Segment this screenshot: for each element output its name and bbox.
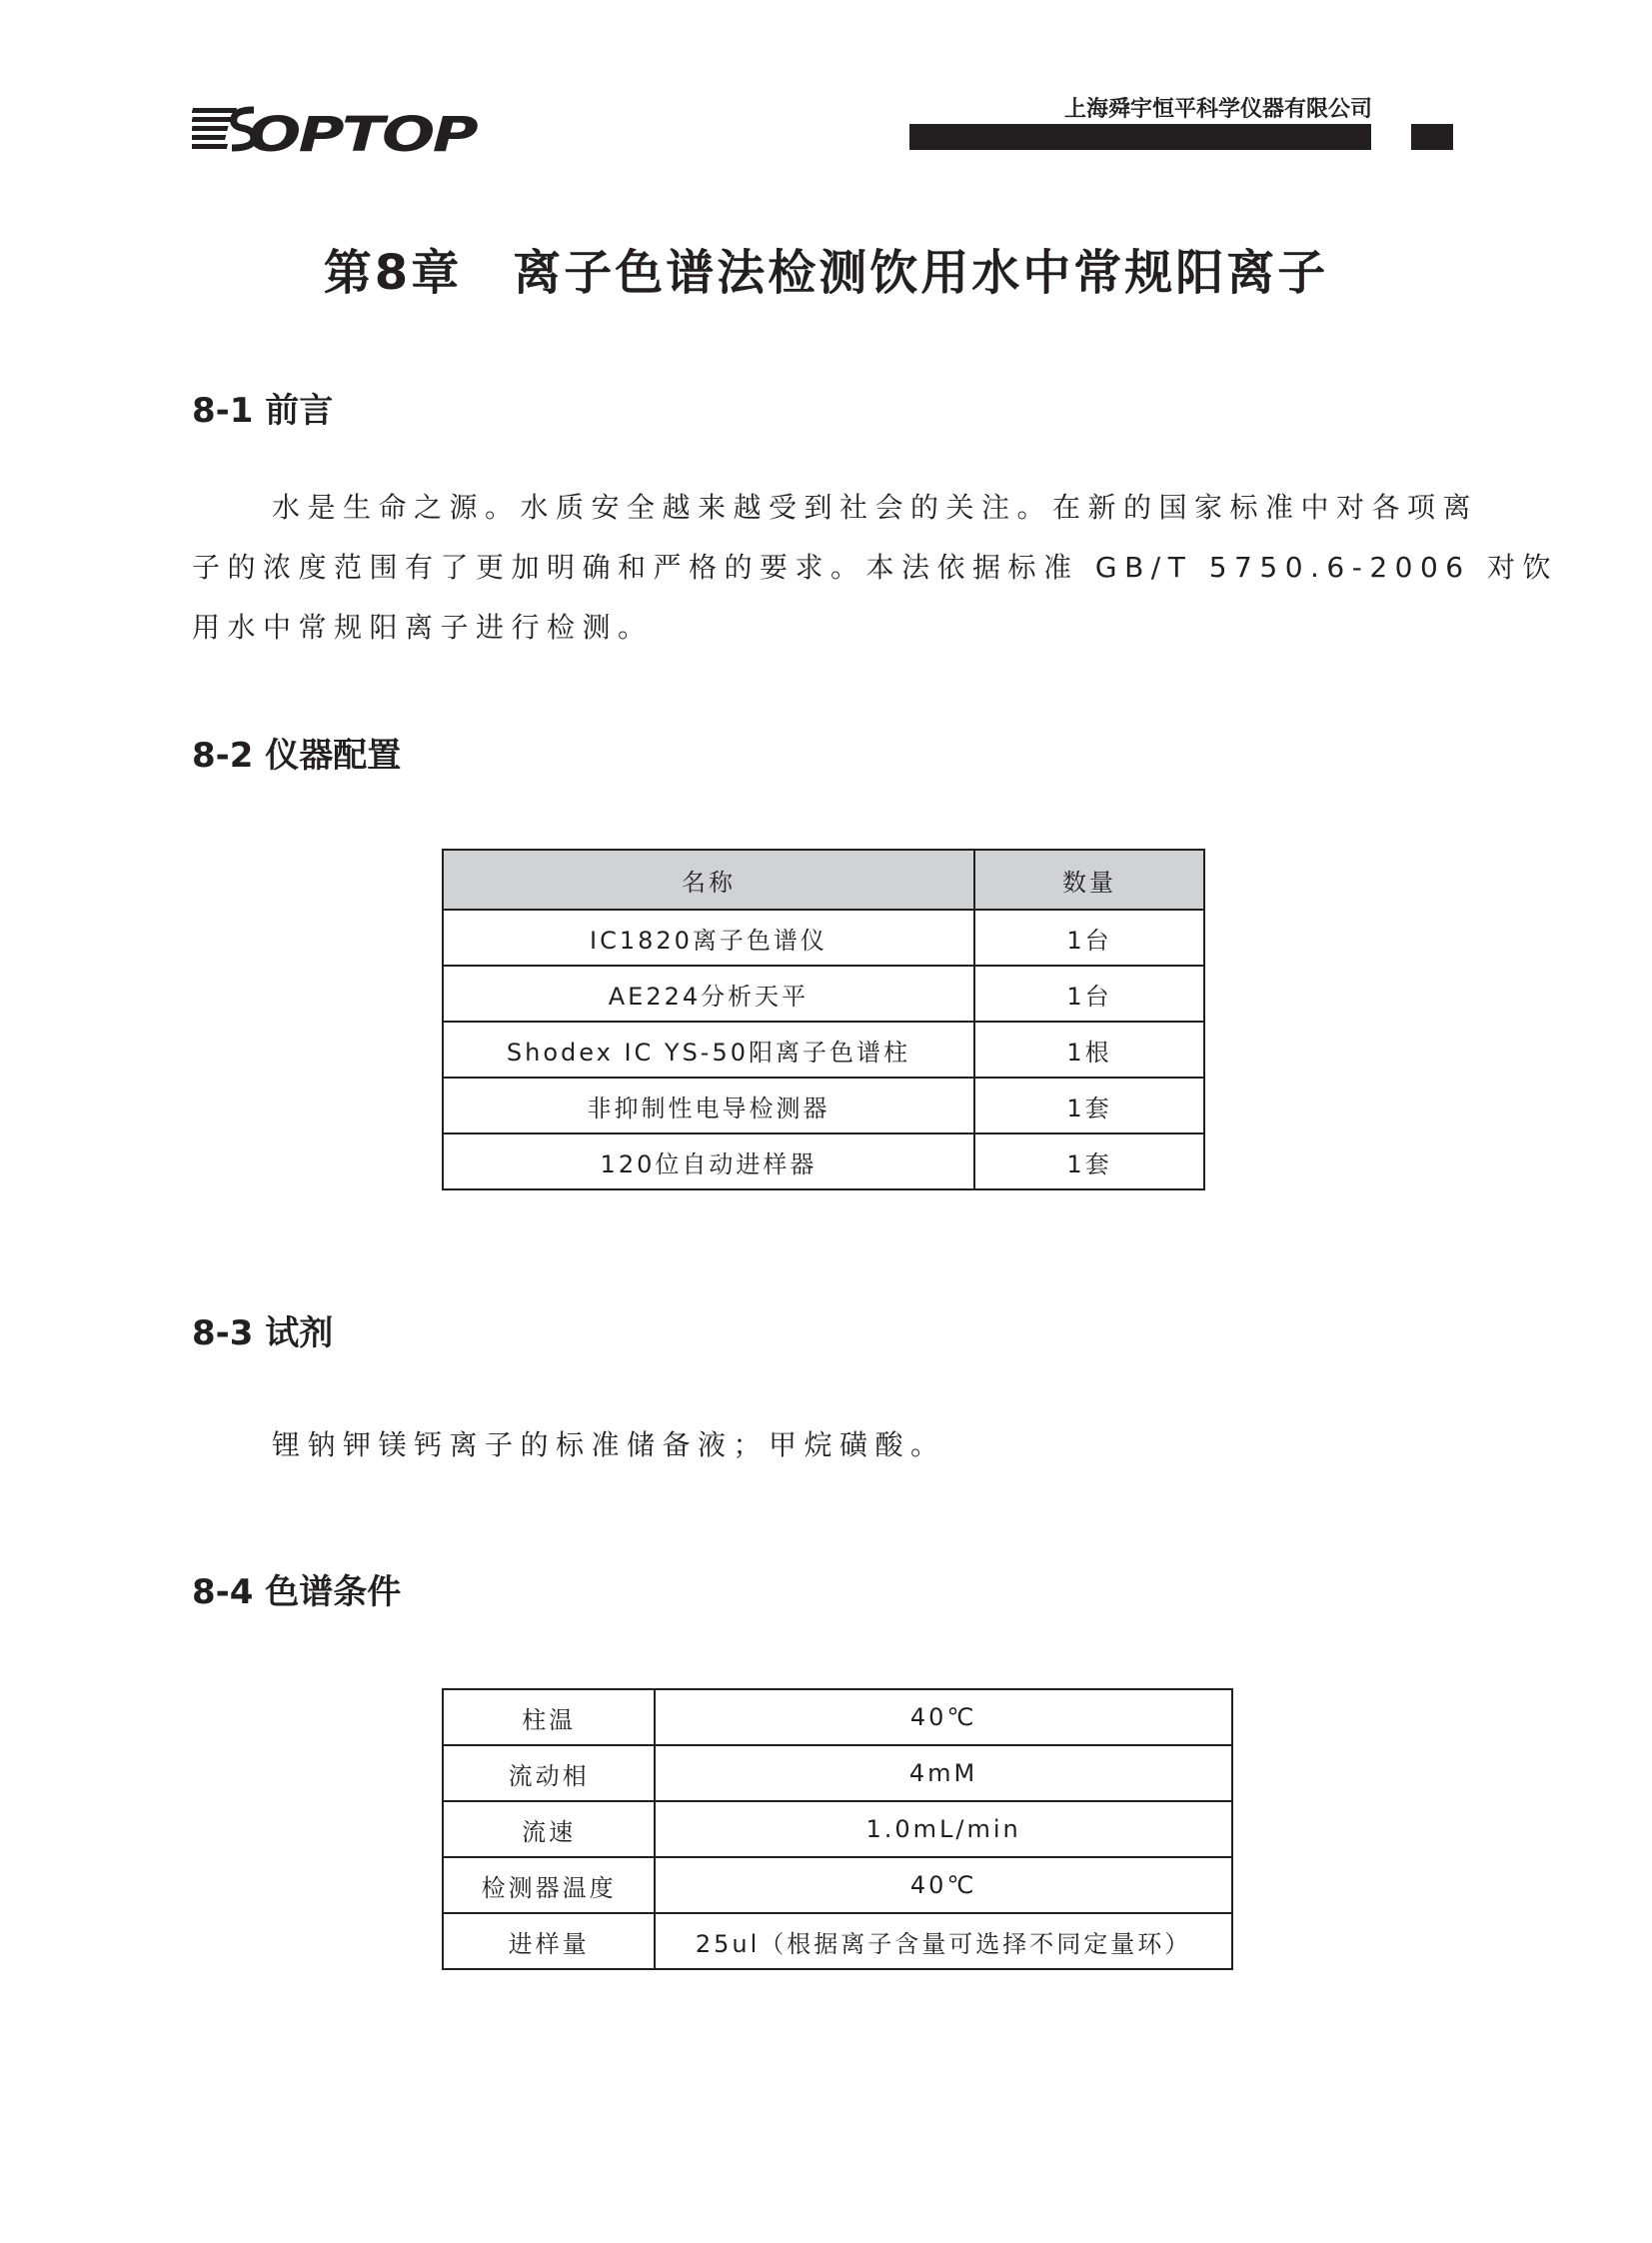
table-row: [443, 1745, 1232, 1801]
instrument-name: 120位自动进样器: [443, 1133, 974, 1189]
table-row: [443, 1689, 1232, 1745]
condition-parameter: 检测器温度: [443, 1857, 655, 1913]
instrument-config-table: [442, 849, 1205, 1190]
section-heading-reagents: 8-3 试剂: [192, 1313, 334, 1353]
table-row: [443, 966, 1204, 1022]
preface-line-2: 子的浓度范围有了更加明确和严格的要求。本法依据标准 GB/T 5750.6-2006 对饮: [192, 551, 1558, 584]
table-row: [443, 1133, 1204, 1189]
instrument-name: IC1820离子色谱仪: [443, 910, 974, 966]
instrument-name: AE224分析天平: [443, 966, 974, 1022]
header-rule-short: [1411, 124, 1453, 150]
instrument-quantity: 1套: [974, 1078, 1204, 1133]
instrument-quantity: 1台: [974, 966, 1204, 1022]
section-heading-instruments: 8-2 仪器配置: [192, 736, 402, 776]
table-row: [443, 1913, 1232, 1969]
condition-parameter: 流速: [443, 1801, 655, 1857]
header-rule-long: [909, 124, 1371, 150]
chapter-title: 第8章 离子色谱法检测饮用水中常规阳离子: [323, 245, 1329, 301]
table-row: [443, 1801, 1232, 1857]
table-row: [443, 910, 1204, 966]
header-cell-quantity: 数量: [974, 850, 1204, 910]
condition-value: 1.0mL/min: [655, 1801, 1232, 1857]
preface-line-1: 水是生命之源。水质安全越来越受到社会的关注。在新的国家标准中对各项离: [272, 491, 1479, 524]
table-row: [443, 1857, 1232, 1913]
table-header-row: [443, 850, 1204, 910]
condition-value: 40℃: [655, 1689, 1232, 1745]
instrument-quantity: 1台: [974, 910, 1204, 966]
reagents-text: 锂钠钾镁钙离子的标准储备液；甲烷磺酸。: [272, 1428, 946, 1461]
soptop-logo-graphic: [192, 104, 482, 156]
preface-line-3: 用水中常规阳离子进行检测。: [192, 611, 654, 644]
condition-value: 25ul（根据离子含量可选择不同定量环）: [655, 1913, 1232, 1969]
soptop-logo: [192, 104, 482, 156]
table-row: [443, 1022, 1204, 1078]
instrument-name: 非抑制性电导检测器: [443, 1078, 974, 1133]
instrument-name: Shodex IC YS-50阳离子色谱柱: [443, 1022, 974, 1078]
condition-parameter: 流动相: [443, 1745, 655, 1801]
section-heading-conditions: 8-4 色谱条件: [192, 1572, 402, 1612]
table-row: [443, 1078, 1204, 1133]
section-heading-preface: 8-1 前言: [192, 391, 334, 431]
company-name: 上海舜宇恒平科学仪器有限公司: [1063, 97, 1372, 122]
condition-value: 40℃: [655, 1857, 1232, 1913]
svg-text:OPTOP: OPTOP: [248, 107, 479, 156]
instrument-quantity: 1套: [974, 1133, 1204, 1189]
chromatographic-conditions-table: [442, 1688, 1233, 1970]
header-cell-name: 名称: [443, 850, 974, 910]
condition-parameter: 进样量: [443, 1913, 655, 1969]
instrument-quantity: 1根: [974, 1022, 1204, 1078]
condition-value: 4mM: [655, 1745, 1232, 1801]
condition-parameter: 柱温: [443, 1689, 655, 1745]
